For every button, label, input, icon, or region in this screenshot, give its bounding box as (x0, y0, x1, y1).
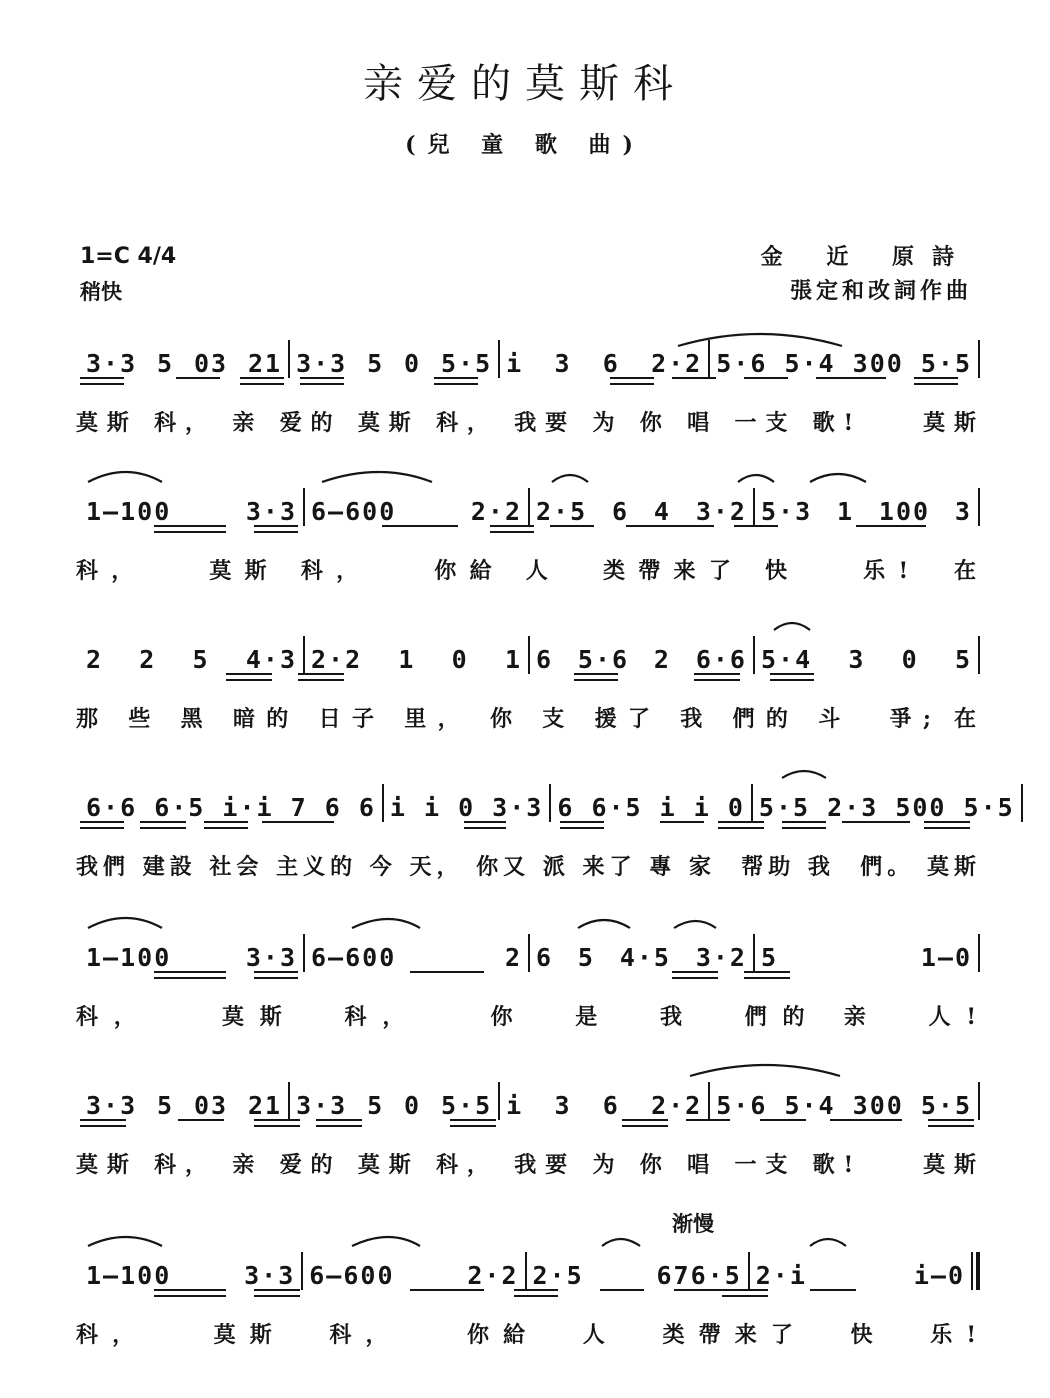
measure (305, 488, 528, 526)
measure (500, 340, 708, 378)
lyrics-line: 科， 莫斯 科， 你給 人 类帶来了 快 乐! (76, 1322, 980, 1348)
slur (88, 918, 162, 928)
measure (80, 1082, 288, 1120)
lyricist-credit: 金 近 原詩 (760, 244, 972, 270)
score-system (76, 486, 980, 606)
measure-notes: 3·3 5 03 21 (86, 349, 283, 378)
measure-notes: 6·6 6·5 i·i 7 6 6 (86, 793, 376, 822)
measure-notes: 6 6·5 i i 0 (557, 793, 745, 822)
slur (738, 475, 774, 482)
lyrics-line: 我們 建設 社会 主义的 今 天， 你又 派 来了 專 家 帮助 我 們。 莫斯 (76, 854, 980, 880)
slur (602, 1239, 640, 1246)
notes-row (80, 1080, 980, 1120)
slur (782, 771, 826, 778)
score-system (76, 782, 1015, 902)
measure (80, 934, 303, 972)
barline (1021, 784, 1023, 822)
slur (578, 920, 630, 928)
measure-notes: 2·i i—0 (755, 1261, 965, 1290)
measure (305, 636, 528, 674)
measure (500, 1082, 708, 1120)
underlines (80, 976, 980, 986)
score-system (76, 634, 980, 754)
measure-notes: 6 5·6 2 6·6 (536, 645, 747, 674)
measure (305, 934, 528, 972)
notes-row (80, 932, 980, 972)
measure (755, 934, 978, 972)
measure-notes: 3·3 5 0 5·5 (296, 1091, 493, 1120)
lyrics-line: 那 些 黑 暗的 日子 里， 你 支 援了 我 們的 斗 爭; 在 (76, 706, 980, 732)
measure-notes: 6—600 2·2 (311, 497, 522, 526)
dynamic-marking: 渐慢 (672, 1211, 714, 1236)
slur (88, 472, 162, 482)
measure-notes: i 3 6 2·2 (506, 1091, 703, 1120)
notes-row (80, 338, 980, 378)
measure-notes: 1—100 3·3 (86, 943, 297, 972)
underlines (80, 1294, 980, 1304)
measure (551, 784, 751, 822)
final-barline (976, 1252, 980, 1290)
barline (978, 1082, 980, 1120)
song-title: 亲爱的莫斯科 (363, 61, 687, 107)
score-system (76, 1080, 980, 1200)
barline (978, 636, 980, 674)
lyrics-line: 莫斯 科， 亲 爱的 莫斯 科， 我要 为 你 唱 一支 歌! 莫斯 (76, 1152, 980, 1178)
measure (80, 340, 288, 378)
notes-row (80, 782, 1015, 822)
slur (810, 474, 866, 482)
measure-notes: 5·3 1 100 3 (761, 497, 972, 526)
slur (352, 919, 420, 928)
measure-notes: 5·6 5·4 300 5·5 (716, 349, 973, 378)
underlines (80, 678, 980, 688)
measure (80, 636, 303, 674)
notes-row (80, 486, 980, 526)
notes-row (80, 1250, 980, 1290)
measure-notes: 2·5 6 4 3·2 (536, 497, 747, 526)
slur (774, 623, 810, 630)
slur (552, 475, 588, 482)
underlines (80, 1124, 980, 1134)
barline (978, 934, 980, 972)
measure (755, 636, 978, 674)
barline (978, 488, 980, 526)
measure (80, 1252, 301, 1290)
measure (290, 340, 498, 378)
measure-notes: 3·3 5 0 5·5 (296, 349, 493, 378)
measure-notes: 2 2 5 4·3 (86, 645, 297, 674)
measure-notes: i i 0 3·3 (389, 793, 544, 822)
underlines (80, 826, 980, 836)
measure-notes: 5·6 5·4 300 5·5 (716, 1091, 973, 1120)
measure-notes: 5·5 2·3 500 5·5 (758, 793, 1015, 822)
measure (80, 784, 382, 822)
measure (303, 1252, 524, 1290)
measure-notes: 1—100 3·3 (86, 497, 297, 526)
measure (755, 488, 978, 526)
measure (710, 340, 978, 378)
lyrics-line: 科， 莫斯 科， 你 是 我 們的 亲 人! (76, 1004, 980, 1030)
underlines (80, 382, 980, 392)
measure-notes: 1—100 3·3 (86, 1261, 296, 1290)
composer-credit: 張定和改詞作曲 (789, 278, 972, 304)
lyrics-line: 莫斯 科， 亲 爱的 莫斯 科， 我要 为 你 唱 一支 歌! 莫斯 (76, 410, 980, 436)
slur (810, 1239, 846, 1246)
notes-row (80, 634, 980, 674)
measure (530, 934, 753, 972)
measure (530, 488, 753, 526)
underlines (80, 530, 980, 540)
score-system (76, 338, 980, 458)
slur (322, 472, 432, 482)
barline (978, 340, 980, 378)
tempo-marking: 稍快 (80, 280, 122, 304)
measure (530, 636, 753, 674)
barline (971, 1252, 973, 1290)
lyrics-line: 科， 莫斯 科， 你給 人 类帶来了 快 乐! 在 (76, 558, 980, 584)
measure (710, 1082, 978, 1120)
measure-notes: 6 5 4·5 3·2 (536, 943, 747, 972)
measure-notes: 2·2 1 0 1 (311, 645, 522, 674)
key-signature: 1=C 4/4 (80, 244, 177, 269)
measure-notes: 5·4 3 0 5 (761, 645, 972, 674)
measure-notes: 3·3 5 03 21 (86, 1091, 283, 1120)
score-system (76, 1250, 980, 1370)
measure-notes: 5 1—0 (761, 943, 972, 972)
slur (690, 1065, 840, 1076)
measure (750, 1252, 971, 1290)
measure-notes: 6—600 2·2 (309, 1261, 519, 1290)
score-system (76, 932, 980, 1052)
song-subtitle: (兒 童 歌 曲) (405, 132, 645, 158)
measure (527, 1252, 748, 1290)
measure (290, 1082, 498, 1120)
slur (674, 921, 716, 928)
slur (88, 1237, 162, 1246)
measure-notes: i 3 6 2·2 (506, 349, 703, 378)
slur (352, 1237, 420, 1246)
measure (753, 784, 1021, 822)
measure-notes: 2·5 676·5 (532, 1261, 742, 1290)
measure-notes: 6—600 2 (311, 943, 522, 972)
measure (384, 784, 549, 822)
measure (80, 488, 303, 526)
